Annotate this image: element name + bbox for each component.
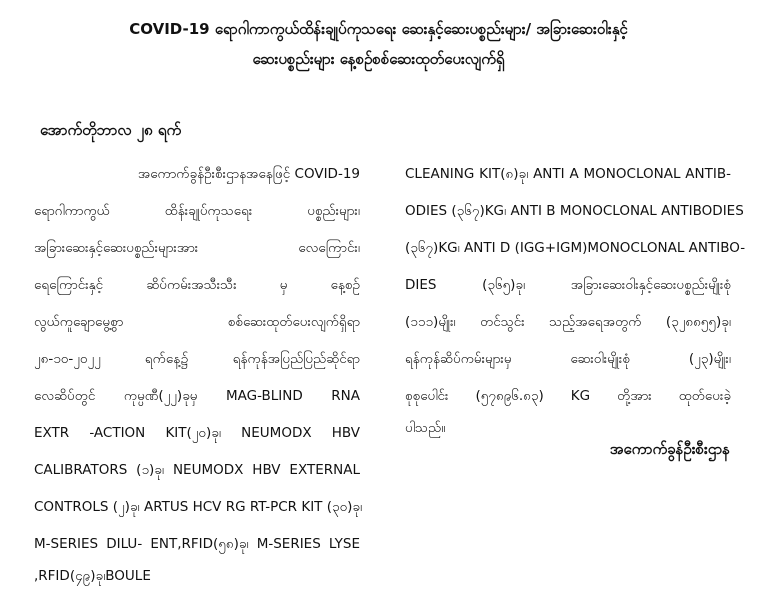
date-line: အောက်တိုဘာလ ၂၈ ရက်	[40, 121, 182, 139]
right-col-line-8: ပါသည်။	[405, 420, 446, 436]
left-col-line-5: လွယ်ကူချောမွေ့စွာ စစ်ဆေးထုတ်ပေးလျက်ရှိရာ	[34, 314, 360, 330]
right-col-line-5: (၁၁၁)မျိုး၊ တင်သွင်း သည့်အရေအတွက် (၃၂၈၈၅၅)ခု၊	[405, 314, 731, 330]
right-col-line-4: DIES (၃၆၅)ခု၊ အခြားဆေးဝါးနှင့်ဆေးပစ္စည်းမျိုးစုံ	[405, 277, 731, 293]
left-col-line-8: EXTR -ACTION KIT(၂၀)ခု၊ NEUMODX HBV	[34, 425, 360, 441]
left-col-line-11: M-SERIES DILU- ENT,RFID(၅၈)ခု၊ M-SERIES LYSE	[34, 536, 360, 552]
right-col-line-3: (၃၆၇)KG၊ ANTI D (IGG+IGM)MONOCLONAL ANTIBO-	[405, 240, 746, 256]
right-col-line-1: CLEANING KIT(၈)ခု၊ ANTI A MONOCLONAL ANTIB-	[405, 166, 731, 182]
title-line-2: ဆေးပစ္စည်းများ နေ့စဉ်စစ်ဆေးထုတ်ပေးလျက်ရှိ	[252, 50, 505, 68]
left-col-line-10: CONTROLS (၂)ခု၊ ARTUS HCV RG RT-PCR KIT (၃၀)ခု၊	[34, 499, 363, 515]
right-col-line-2: ODIES (၃၆၇)KG၊ ANTI B MONOCLONAL ANTIBODIES	[405, 203, 744, 219]
right-col-line-7: စုစုပေါင်း (၅၇၈၉၆.၈၃) KG တို့အား ထုတ်ပေးခဲ့	[405, 388, 731, 404]
left-col-line-2: ရောဂါကာကွယ် ထိန်းချုပ်ကုသရေး ပစ္စည်းများ၊	[34, 203, 360, 219]
left-col-line-6: ၂၈-၁၀-၂၀၂၂ ရက်နေ့၌ ရန်ကုန်အပြည်ပြည်ဆိုင်ရာ	[34, 351, 360, 367]
left-col-line-1: အကောက်ခွန်ဦးစီးဌာနအနေဖြင့် COVID-19	[137, 166, 360, 182]
title-line-1: COVID-19 ရောဂါကာကွယ်ထိန်းချုပ်ကုသရေး ဆေးနှင့်ဆေးပစ္စည်းများ/ အခြားဆေးဝါးနှင့်	[129, 20, 628, 38]
left-col-line-12: ,RFID(၄၉)ခု၊BOULE	[34, 568, 151, 584]
right-col-line-6: ရန်ကုန်ဆိပ်ကမ်းများမှ ဆေးဝါးမျိုးစုံ (၂၃)မျိုး၊	[405, 351, 731, 367]
left-col-line-9: CALIBRATORS (၁)ခု၊ NEUMODX HBV EXTERNAL	[34, 462, 360, 478]
left-col-line-4: ရေကြောင်းနှင့် ဆိပ်ကမ်းအသီးသီး မှ နေ့စဉ်	[34, 277, 360, 293]
left-col-line-7: လေဆိပ်တွင် ကုမ္ပဏီ(၂၂)ခုမှ MAG-BLIND RNA	[34, 388, 360, 404]
left-col-line-3: အခြားဆေးနှင့်ဆေးပစ္စည်းများအား လေကြောင်း၊	[34, 240, 360, 256]
article-title	[20, 14, 737, 74]
signature-department: အကောက်ခွန်ဦးစီးဌာန	[609, 440, 730, 458]
